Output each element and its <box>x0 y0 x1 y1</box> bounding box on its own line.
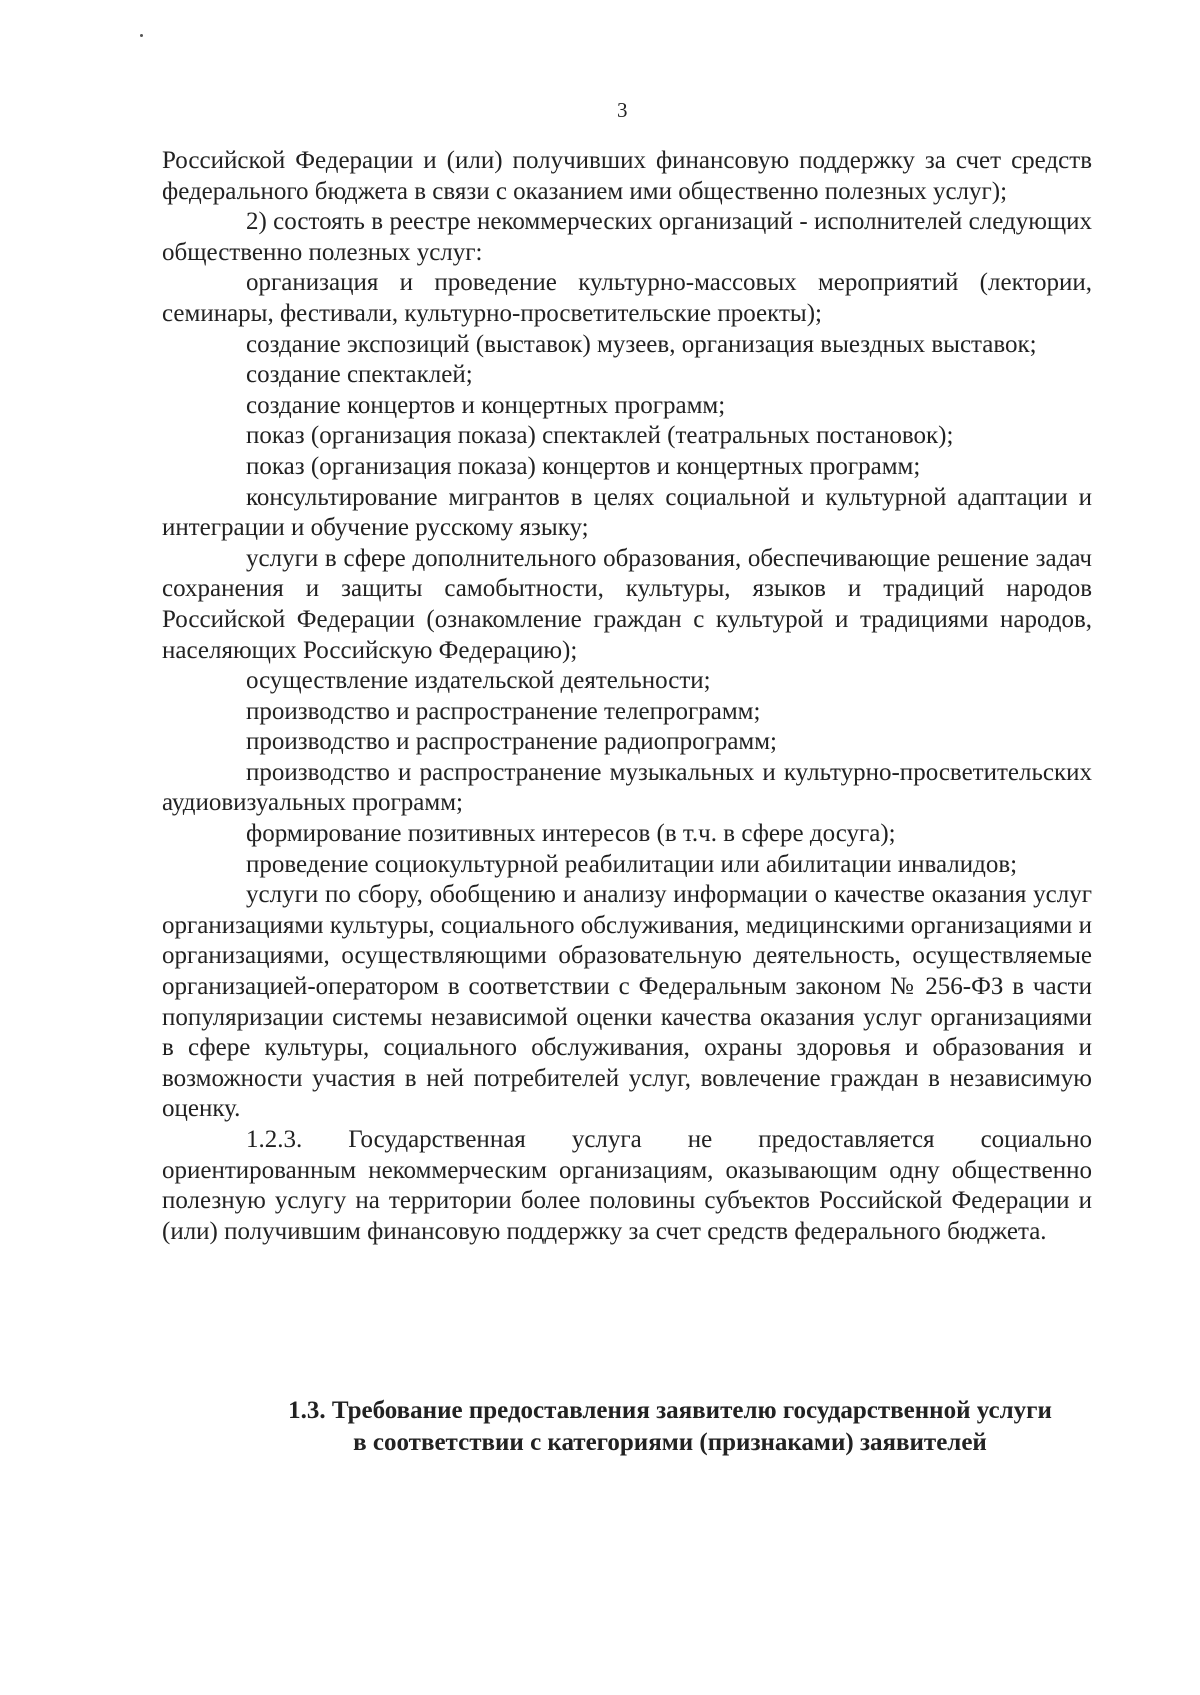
list-item-show-performances: показ (организация показа) спектаклей (театральных постановок); <box>246 422 954 450</box>
section-heading <box>230 1395 1110 1459</box>
list-item-audiovisual-programs: производство и распространение музыкальных и культурно-просветительских аудиовизуальных программ; <box>162 758 1092 817</box>
scan-speck <box>140 34 143 37</box>
clause-1-2-3: 1.2.3. Государственная услуга не предоставляется социально ориентированным некоммерческим организациям, оказывающим одну общественно полезную услугу на территории более половины субъектов Российской Федерации и (или) получившим финансовую поддержку за счет средств федерального бюджета. <box>162 1126 1092 1245</box>
body-text <box>162 146 1092 1247</box>
list-item-additional-education: услуги в сфере дополнительного образования, обеспечивающие решение задач сохранения и защиты самобытности, культуры, языков и традиций народов Российской Федерации (ознакомление граждан с культурой и традициями народов, населяющих Российскую Федерацию); <box>162 544 1092 664</box>
list-item-cultural-events: организация и проведение культурно-массовых мероприятий (лектории, семинары, фестивали, культурно-просветительские проекты); <box>162 269 1092 327</box>
section-heading-line-1: 1.3. Требование предоставления заявителю государственной услуги <box>288 1397 1052 1424</box>
section-heading-line-2: в соответствии с категориями (признаками) заявителей <box>353 1429 987 1456</box>
list-item-tv-programs: производство и распространение телепрограмм; <box>246 697 761 725</box>
paragraph-requirement-2: 2) состоять в реестре некоммерческих организаций - исполнителей следующих общественно полезных услуг: <box>162 208 1092 266</box>
list-item-quality-assessment: услуги по сбору, обобщению и анализу информации о качестве оказания услуг организациями культуры, социального обслуживания, медицинскими организациями и организациями, осуществляющими образовательную деятельность, осуществляемые организацией-оператором в соответствии с Федеральным законом № 256-ФЗ в части популяризации системы независимой оценки качества оказания услуг организациями в сфере культуры, социального обслуживания, охраны здоровья и образования и возможности участия в ней потребителей услуг, вовлечение граждан в независимую оценку. <box>162 881 1092 1123</box>
list-item-show-concerts: показ (организация показа) концертов и концертных программ; <box>246 452 921 480</box>
list-item-radio-programs: производство и распространение радиопрограмм; <box>246 728 778 756</box>
list-item-positive-interests: формирование позитивных интересов (в т.ч. в сфере досуга); <box>246 820 896 848</box>
list-item-publishing: осуществление издательской деятельности; <box>246 667 711 695</box>
list-item-museum-exhibitions: создание экспозиций (выставок) музеев, организация выездных выставок; <box>246 330 1037 358</box>
list-item-rehabilitation: проведение социокультурной реабилитации или абилитации инвалидов; <box>246 850 1018 878</box>
paragraph-continuation: Российской Федерации и (или) получивших финансовую поддержку за счет средств федерального бюджета в связи с оказанием ими общественно полезных услуг); <box>162 147 1092 205</box>
list-item-concerts: создание концертов и концертных программ; <box>246 391 726 419</box>
list-item-performances: создание спектаклей; <box>246 361 473 389</box>
list-item-migrant-consulting: консультирование мигрантов в целях социальной и культурной адаптации и интеграции и обучение русскому языку; <box>162 483 1092 542</box>
page-number: 3 <box>617 98 628 122</box>
